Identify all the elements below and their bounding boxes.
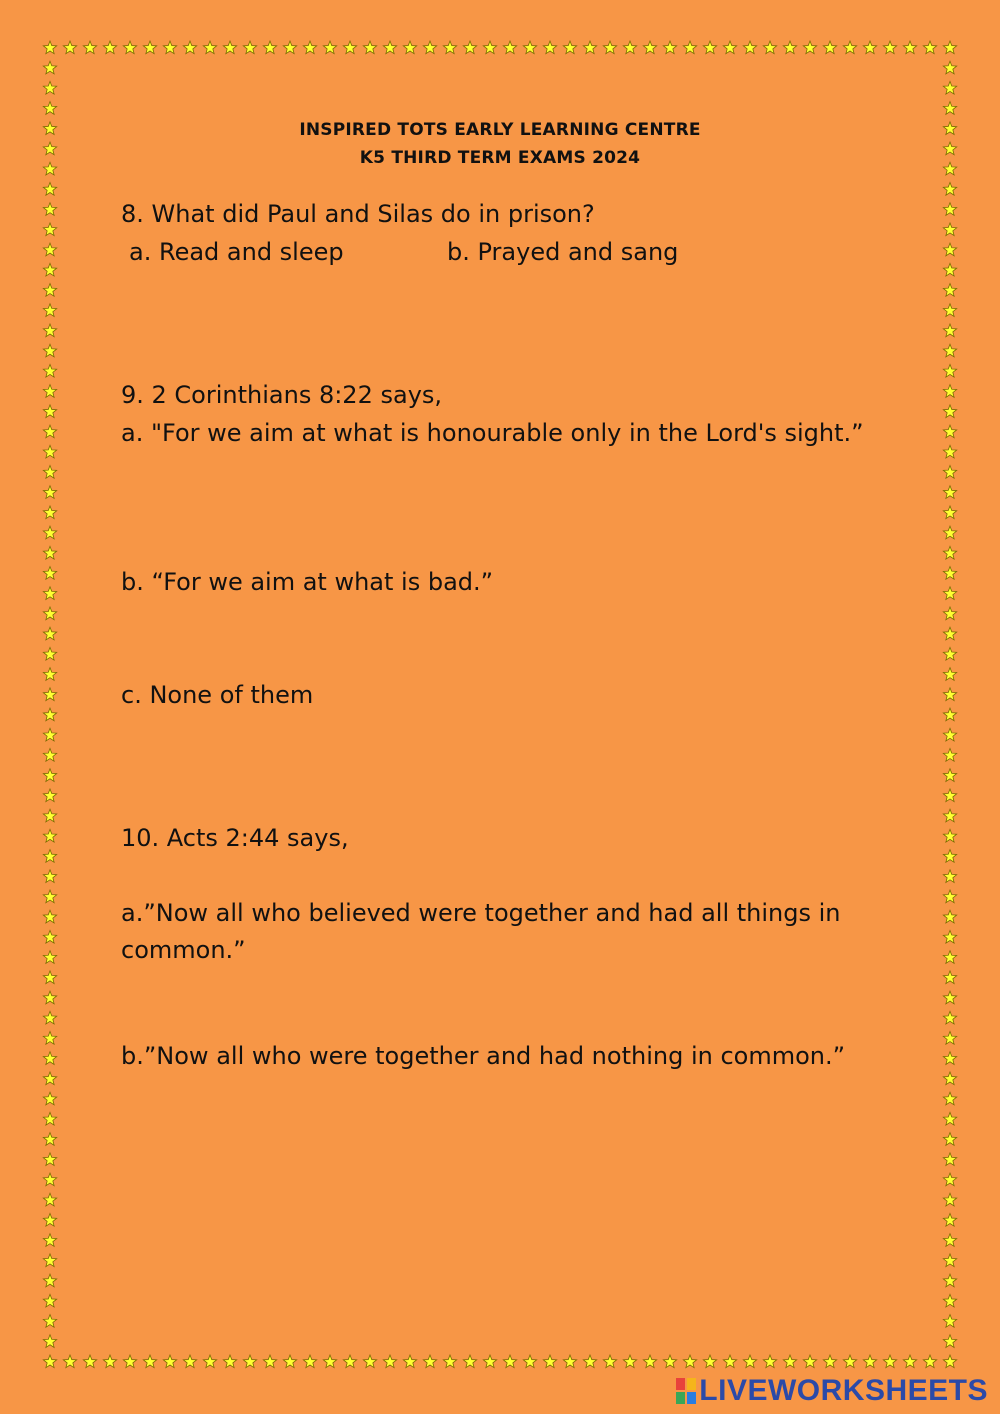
question-8-text: 8. What did Paul and Silas do in prison?	[121, 200, 595, 228]
border-star-icon	[943, 1173, 956, 1186]
border-star-icon	[943, 526, 956, 539]
border-star-icon	[43, 991, 56, 1004]
border-star-icon	[523, 41, 536, 54]
border-star-icon	[843, 41, 856, 54]
border-star-icon	[43, 1213, 56, 1226]
border-star-icon	[643, 41, 656, 54]
liveworksheets-logo[interactable]	[675, 1374, 988, 1408]
question-8-option-a[interactable]: a. Read and sleep	[129, 238, 344, 266]
border-star-icon	[43, 1112, 56, 1125]
border-star-icon	[43, 829, 56, 842]
border-star-icon	[943, 466, 956, 479]
border-star-icon	[743, 1355, 756, 1368]
border-star-icon	[43, 688, 56, 701]
border-star-icon	[763, 1355, 776, 1368]
border-star-icon	[943, 749, 956, 762]
border-star-icon	[943, 1213, 956, 1226]
border-star-icon	[303, 1355, 316, 1368]
border-star-icon	[723, 41, 736, 54]
border-star-icon	[283, 1355, 296, 1368]
border-star-icon	[43, 405, 56, 418]
border-star-icon	[223, 41, 236, 54]
border-star-icon	[943, 1234, 956, 1247]
border-star-icon	[223, 1355, 236, 1368]
border-star-icon	[783, 41, 796, 54]
border-star-icon	[943, 1294, 956, 1307]
border-star-icon	[43, 546, 56, 559]
border-star-icon	[943, 243, 956, 256]
border-star-icon	[763, 41, 776, 54]
border-star-icon	[43, 971, 56, 984]
border-star-icon	[943, 728, 956, 741]
border-star-icon	[323, 1355, 336, 1368]
border-star-icon	[283, 41, 296, 54]
border-star-icon	[123, 41, 136, 54]
border-star-icon	[943, 385, 956, 398]
border-star-icon	[123, 1355, 136, 1368]
border-star-icon	[703, 41, 716, 54]
border-star-icon	[343, 41, 356, 54]
border-star-icon	[43, 850, 56, 863]
border-star-icon	[403, 41, 416, 54]
border-star-icon	[443, 1355, 456, 1368]
border-star-icon	[43, 567, 56, 580]
border-star-icon	[803, 41, 816, 54]
border-star-icon	[943, 546, 956, 559]
border-star-icon	[183, 41, 196, 54]
school-title: INSPIRED TOTS EARLY LEARNING CENTRE	[299, 120, 701, 140]
border-star-icon	[43, 243, 56, 256]
border-star-icon	[943, 1092, 956, 1105]
border-star-icon	[943, 1274, 956, 1287]
border-star-icon	[43, 809, 56, 822]
border-star-icon	[943, 263, 956, 276]
border-star-icon	[83, 1355, 96, 1368]
border-star-icon	[943, 627, 956, 640]
border-star-icon	[943, 41, 956, 54]
border-star-icon	[583, 41, 596, 54]
border-star-icon	[43, 1234, 56, 1247]
border-star-icon	[43, 1092, 56, 1105]
border-star-icon	[383, 1355, 396, 1368]
border-star-icon	[243, 1355, 256, 1368]
border-star-icon	[43, 1335, 56, 1348]
border-star-icon	[63, 41, 76, 54]
border-star-icon	[43, 183, 56, 196]
border-star-icon	[43, 1274, 56, 1287]
border-star-icon	[43, 708, 56, 721]
border-star-icon	[43, 1173, 56, 1186]
border-star-icon	[843, 1355, 856, 1368]
border-star-icon	[163, 1355, 176, 1368]
border-star-icon	[943, 951, 956, 964]
border-star-icon	[943, 890, 956, 903]
border-star-icon	[43, 1193, 56, 1206]
border-star-icon	[683, 1355, 696, 1368]
border-star-icon	[923, 1355, 936, 1368]
border-star-icon	[263, 41, 276, 54]
border-star-icon	[943, 486, 956, 499]
border-star-icon	[43, 627, 56, 640]
border-star-icon	[83, 41, 96, 54]
border-star-icon	[943, 1072, 956, 1085]
border-star-icon	[943, 445, 956, 458]
border-star-icon	[943, 304, 956, 317]
border-star-icon	[43, 81, 56, 94]
border-star-icon	[43, 1052, 56, 1065]
border-star-icon	[523, 1355, 536, 1368]
border-star-icon	[43, 364, 56, 377]
border-star-icon	[803, 1355, 816, 1368]
border-star-icon	[423, 41, 436, 54]
border-star-icon	[943, 668, 956, 681]
border-star-icon	[863, 41, 876, 54]
border-star-icon	[463, 1355, 476, 1368]
question-9-option-c[interactable]: c. None of them	[121, 681, 314, 709]
border-star-icon	[663, 41, 676, 54]
border-star-icon	[503, 41, 516, 54]
border-star-icon	[943, 405, 956, 418]
border-star-icon	[43, 102, 56, 115]
border-star-icon	[43, 1355, 56, 1368]
border-star-icon	[423, 1355, 436, 1368]
border-star-icon	[943, 284, 956, 297]
border-star-icon	[543, 41, 556, 54]
border-star-icon	[943, 364, 956, 377]
border-star-icon	[623, 41, 636, 54]
border-star-icon	[903, 1355, 916, 1368]
border-star-icon	[943, 607, 956, 620]
border-star-icon	[943, 506, 956, 519]
border-star-icon	[43, 385, 56, 398]
border-star-icon	[943, 688, 956, 701]
border-star-icon	[943, 1112, 956, 1125]
border-star-icon	[903, 41, 916, 54]
border-star-icon	[943, 1133, 956, 1146]
border-star-icon	[943, 910, 956, 923]
border-star-icon	[363, 1355, 376, 1368]
question-10-text: 10. Acts 2:44 says,	[121, 824, 349, 852]
border-star-icon	[943, 647, 956, 660]
border-star-icon	[143, 1355, 156, 1368]
border-star-icon	[683, 41, 696, 54]
border-star-icon	[923, 41, 936, 54]
border-star-icon	[863, 1355, 876, 1368]
border-star-icon	[43, 425, 56, 438]
border-star-icon	[943, 1193, 956, 1206]
border-star-icon	[503, 1355, 516, 1368]
border-star-icon	[43, 1032, 56, 1045]
border-star-icon	[43, 890, 56, 903]
border-star-icon	[43, 41, 56, 54]
border-star-icon	[43, 304, 56, 317]
border-star-icon	[943, 870, 956, 883]
question-9-text: 9. 2 Corinthians 8:22 says,	[121, 381, 443, 409]
border-star-icon	[943, 1153, 956, 1166]
border-star-icon	[883, 1355, 896, 1368]
border-star-icon	[943, 1254, 956, 1267]
border-star-icon	[563, 1355, 576, 1368]
border-star-icon	[43, 728, 56, 741]
border-star-icon	[543, 1355, 556, 1368]
border-star-icon	[943, 971, 956, 984]
border-star-icon	[483, 1355, 496, 1368]
border-star-icon	[43, 951, 56, 964]
border-star-icon	[43, 526, 56, 539]
border-star-icon	[823, 1355, 836, 1368]
border-star-icon	[103, 41, 116, 54]
border-star-icon	[103, 1355, 116, 1368]
border-star-icon	[43, 1315, 56, 1328]
border-star-icon	[783, 1355, 796, 1368]
border-star-icon	[343, 1355, 356, 1368]
question-8-option-b[interactable]: b. Prayed and sang	[447, 238, 679, 266]
border-star-icon	[43, 506, 56, 519]
border-star-icon	[463, 41, 476, 54]
border-star-icon	[43, 870, 56, 883]
border-star-icon	[43, 789, 56, 802]
border-star-icon	[43, 466, 56, 479]
liveworksheets-logo-icon	[675, 1376, 697, 1406]
border-star-icon	[43, 486, 56, 499]
exam-title: K5 THIRD TERM EXAMS 2024	[359, 148, 641, 168]
border-star-icon	[43, 668, 56, 681]
border-star-icon	[943, 102, 956, 115]
border-star-icon	[723, 1355, 736, 1368]
border-star-icon	[43, 1153, 56, 1166]
border-star-icon	[43, 749, 56, 762]
border-star-icon	[43, 607, 56, 620]
border-star-icon	[943, 1335, 956, 1348]
border-star-icon	[643, 1355, 656, 1368]
border-star-icon	[63, 1355, 76, 1368]
border-star-icon	[943, 203, 956, 216]
border-star-icon	[43, 223, 56, 236]
border-star-icon	[943, 789, 956, 802]
border-star-icon	[43, 1294, 56, 1307]
border-star-icon	[703, 1355, 716, 1368]
border-star-icon	[43, 203, 56, 216]
border-star-icon	[303, 41, 316, 54]
border-star-icon	[943, 1355, 956, 1368]
border-star-icon	[943, 1032, 956, 1045]
border-star-icon	[943, 61, 956, 74]
border-star-icon	[383, 41, 396, 54]
border-star-icon	[883, 41, 896, 54]
border-star-icon	[943, 1052, 956, 1065]
border-star-icon	[163, 41, 176, 54]
border-star-icon	[943, 991, 956, 1004]
question-10-option-a[interactable]: a.”Now all who believed were together and had all things in common.”	[121, 899, 841, 964]
border-star-icon	[43, 61, 56, 74]
border-star-icon	[323, 41, 336, 54]
border-star-icon	[203, 1355, 216, 1368]
border-star-icon	[943, 567, 956, 580]
border-star-icon	[663, 1355, 676, 1368]
border-star-icon	[203, 41, 216, 54]
border-star-icon	[943, 587, 956, 600]
border-star-icon	[143, 41, 156, 54]
border-star-icon	[823, 41, 836, 54]
border-star-icon	[43, 284, 56, 297]
border-star-icon	[483, 41, 496, 54]
border-star-icon	[563, 41, 576, 54]
liveworksheets-brand-text: LIVEWORKSHEETS	[699, 1374, 988, 1407]
border-star-icon	[943, 850, 956, 863]
border-star-icon	[43, 910, 56, 923]
border-star-icon	[943, 324, 956, 337]
border-star-icon	[43, 930, 56, 943]
question-9-option-b[interactable]: b. “For we aim at what is bad.”	[121, 568, 494, 596]
border-star-icon	[943, 930, 956, 943]
border-star-icon	[943, 223, 956, 236]
border-star-icon	[943, 1011, 956, 1024]
border-star-icon	[623, 1355, 636, 1368]
border-star-icon	[943, 183, 956, 196]
border-star-icon	[943, 1315, 956, 1328]
border-star-icon	[443, 41, 456, 54]
border-star-icon	[43, 587, 56, 600]
border-star-icon	[583, 1355, 596, 1368]
border-star-icon	[43, 1133, 56, 1146]
border-star-icon	[183, 1355, 196, 1368]
border-star-icon	[43, 1011, 56, 1024]
border-star-icon	[603, 1355, 616, 1368]
border-star-icon	[943, 829, 956, 842]
border-star-icon	[943, 708, 956, 721]
border-star-icon	[943, 81, 956, 94]
border-star-icon	[603, 41, 616, 54]
border-star-icon	[43, 263, 56, 276]
border-star-icon	[43, 344, 56, 357]
border-star-icon	[43, 1072, 56, 1085]
question-9-option-a[interactable]: a. "For we aim at what is honourable only in the Lord's sight.”	[121, 419, 864, 447]
border-star-icon	[43, 647, 56, 660]
border-star-icon	[943, 425, 956, 438]
border-star-icon	[43, 769, 56, 782]
border-star-icon	[263, 1355, 276, 1368]
border-star-icon	[743, 41, 756, 54]
border-star-icon	[43, 445, 56, 458]
border-star-icon	[943, 769, 956, 782]
border-star-icon	[43, 324, 56, 337]
question-10-option-b[interactable]: b.”Now all who were together and had nothing in common.”	[121, 1042, 846, 1070]
border-star-icon	[243, 41, 256, 54]
border-star-icon	[403, 1355, 416, 1368]
border-star-icon	[363, 41, 376, 54]
border-star-icon	[943, 344, 956, 357]
border-star-icon	[43, 1254, 56, 1267]
border-star-icon	[943, 809, 956, 822]
